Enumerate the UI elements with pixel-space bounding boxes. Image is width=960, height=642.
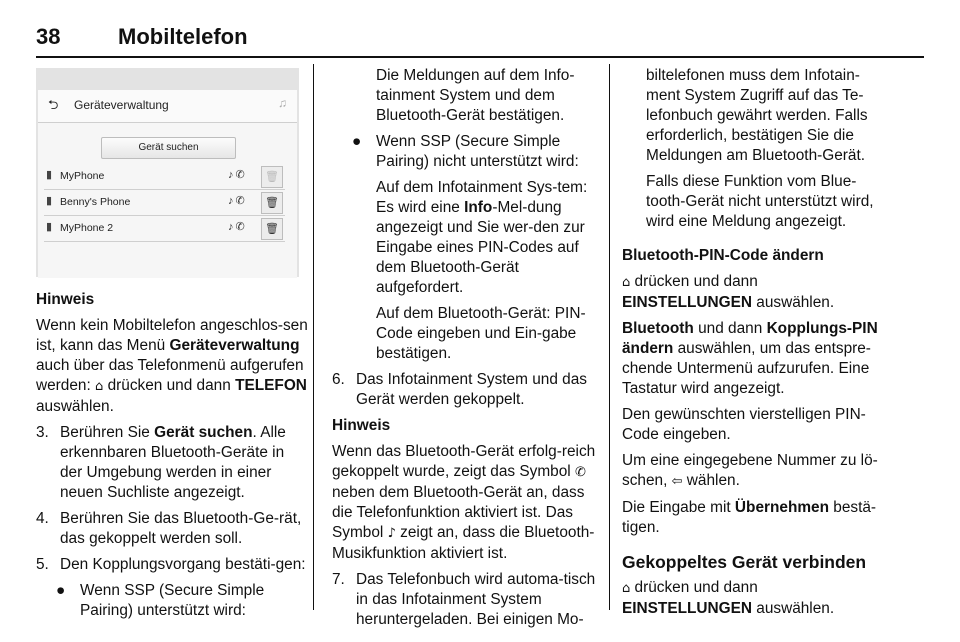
delete-left-icon: ⇦ [671, 474, 683, 489]
device-manager-screenshot [36, 68, 299, 277]
bullet-item: ● Wenn SSP (Secure Simple Pairing) unterstützt wird: [56, 582, 265, 619]
device-name: Benny's Phone [60, 196, 131, 208]
list-item: 7. Das Telefonbuch wird automa-tisch in das Infotainment System heruntergeladen. Bei einigen Mo- [332, 571, 596, 628]
section-heading: Gekoppeltes Gerät verbinden [622, 552, 867, 572]
home-icon: ⌂ [622, 275, 631, 290]
screen-title: Geräteverwaltung [74, 98, 169, 112]
paragraph: Falls diese Funktion vom Blue-tooth-Gerät nicht unterstützt wird, wird eine Meldung angezeigt. [646, 173, 874, 230]
delete-icon: 🗑 [261, 192, 283, 214]
column-1 [36, 290, 308, 627]
page-number: 38 [36, 24, 61, 49]
music-icon: ♪ [387, 526, 396, 541]
column-divider [609, 64, 610, 610]
paragraph: Um eine eingegebene Nummer zu lö-schen, ⇦ wählen. [622, 452, 878, 489]
list-item: 3. Berühren Sie Gerät suchen. Alle erkennbaren Bluetooth-Geräte in der Umgebung werden in einer neuen Suchliste angezeigt. [36, 424, 286, 501]
paragraph: Die Eingabe mit Übernehmen bestä-tigen. [622, 499, 877, 536]
paragraph: Bluetooth und dann Kopplungs-PIN ändern auswählen, um das entspre-chende Untermenü aufzurufen. Eine Tastatur wird angezeigt. [622, 320, 878, 397]
device-name: MyPhone 2 [60, 222, 114, 234]
phone-icon: ✆ [574, 465, 586, 480]
note-text: Wenn kein Mobiltelefon angeschlos-sen ist, kann das Menü Geräteverwaltung auch über das Telefonmenü aufgerufen werden: ⌂ drücken und dann TELEFON auswählen. [36, 317, 308, 415]
delete-icon: 🗑 [261, 218, 283, 240]
subheading: Bluetooth-PIN-Code ändern [622, 247, 824, 264]
phone-icon: ▮ [46, 169, 53, 181]
note-title: Hinweis [36, 291, 95, 308]
header-rule [36, 56, 924, 58]
paragraph: Auf dem Infotainment Sys-tem: Es wird eine Info-Mel-dung angezeigt und Sie wer-den zur Eingabe eines PIN-Codes auf dem Bluetooth-Gerät aufgefordert. [376, 179, 588, 296]
column-2 [332, 66, 600, 636]
music-phone-icons: ♪✆ [228, 169, 247, 181]
paragraph: Auf dem Bluetooth-Gerät: PIN-Code eingeben und Ein-gabe bestätigen. [376, 305, 586, 362]
music-phone-icons: ♪✆ [228, 221, 247, 233]
page-header [0, 0, 960, 56]
column-divider [313, 64, 314, 610]
device-row [44, 190, 285, 216]
home-icon: ⌂ [622, 581, 631, 596]
device-name: MyPhone [60, 170, 105, 182]
screen [38, 90, 297, 278]
paragraph: biltelefonen muss dem Infotain-ment System Zugriff auf das Te-lefonbuch gewährt werden. Falls erforderlich, bestätigen Sie die Meldungen am Bluetooth-Gerät. [646, 67, 868, 164]
list-item: 5. Den Kopplungsvorgang bestäti-gen: [36, 556, 306, 573]
home-icon: ⌂ [95, 379, 104, 394]
paragraph: ⌂ drücken und dann EINSTELLUNGEN auswählen. [622, 273, 835, 311]
delete-icon: 🗑 [261, 166, 283, 188]
paragraph: Den gewünschten vierstelligen PIN-Code eingeben. [622, 406, 866, 443]
bullet-item: ● Wenn SSP (Secure Simple Pairing) nicht unterstützt wird: [352, 133, 579, 170]
back-icon: ⮌ [48, 97, 59, 112]
paragraph: Die Meldungen auf dem Info-tainment System und dem Bluetooth-Gerät bestätigen. [376, 67, 575, 124]
device-row [44, 164, 285, 190]
note-title: Hinweis [332, 417, 391, 434]
search-device-button: Gerät suchen [101, 137, 236, 159]
music-phone-icons: ♪✆ [228, 195, 247, 207]
list-item: 6. Das Infotainment System und das Gerät werden gekoppelt. [332, 371, 587, 408]
note-text: Wenn das Bluetooth-Gerät erfolg-reich gekoppelt wurde, zeigt das Symbol ✆ neben dem Bluetooth-Gerät an, dass die Telefonfunktion aktiviert ist. Das Symbol ♪ zeigt an, dass die Bluetooth-Musikfunktion aktiviert ist. [332, 443, 596, 562]
device-row [44, 216, 285, 242]
phone-icon: ▮ [46, 221, 53, 233]
phone-icon: ▮ [46, 195, 53, 207]
screen-titlebar [38, 90, 297, 123]
music-note-icon: ♫ [278, 96, 287, 110]
paragraph: ⌂ drücken und dann EINSTELLUNGEN auswählen. [622, 579, 835, 617]
list-item: 4. Berühren Sie das Bluetooth-Ge-rät, das gekoppelt werden soll. [36, 510, 302, 547]
column-3 [622, 66, 894, 625]
page-title: Mobiltelefon [118, 24, 248, 49]
